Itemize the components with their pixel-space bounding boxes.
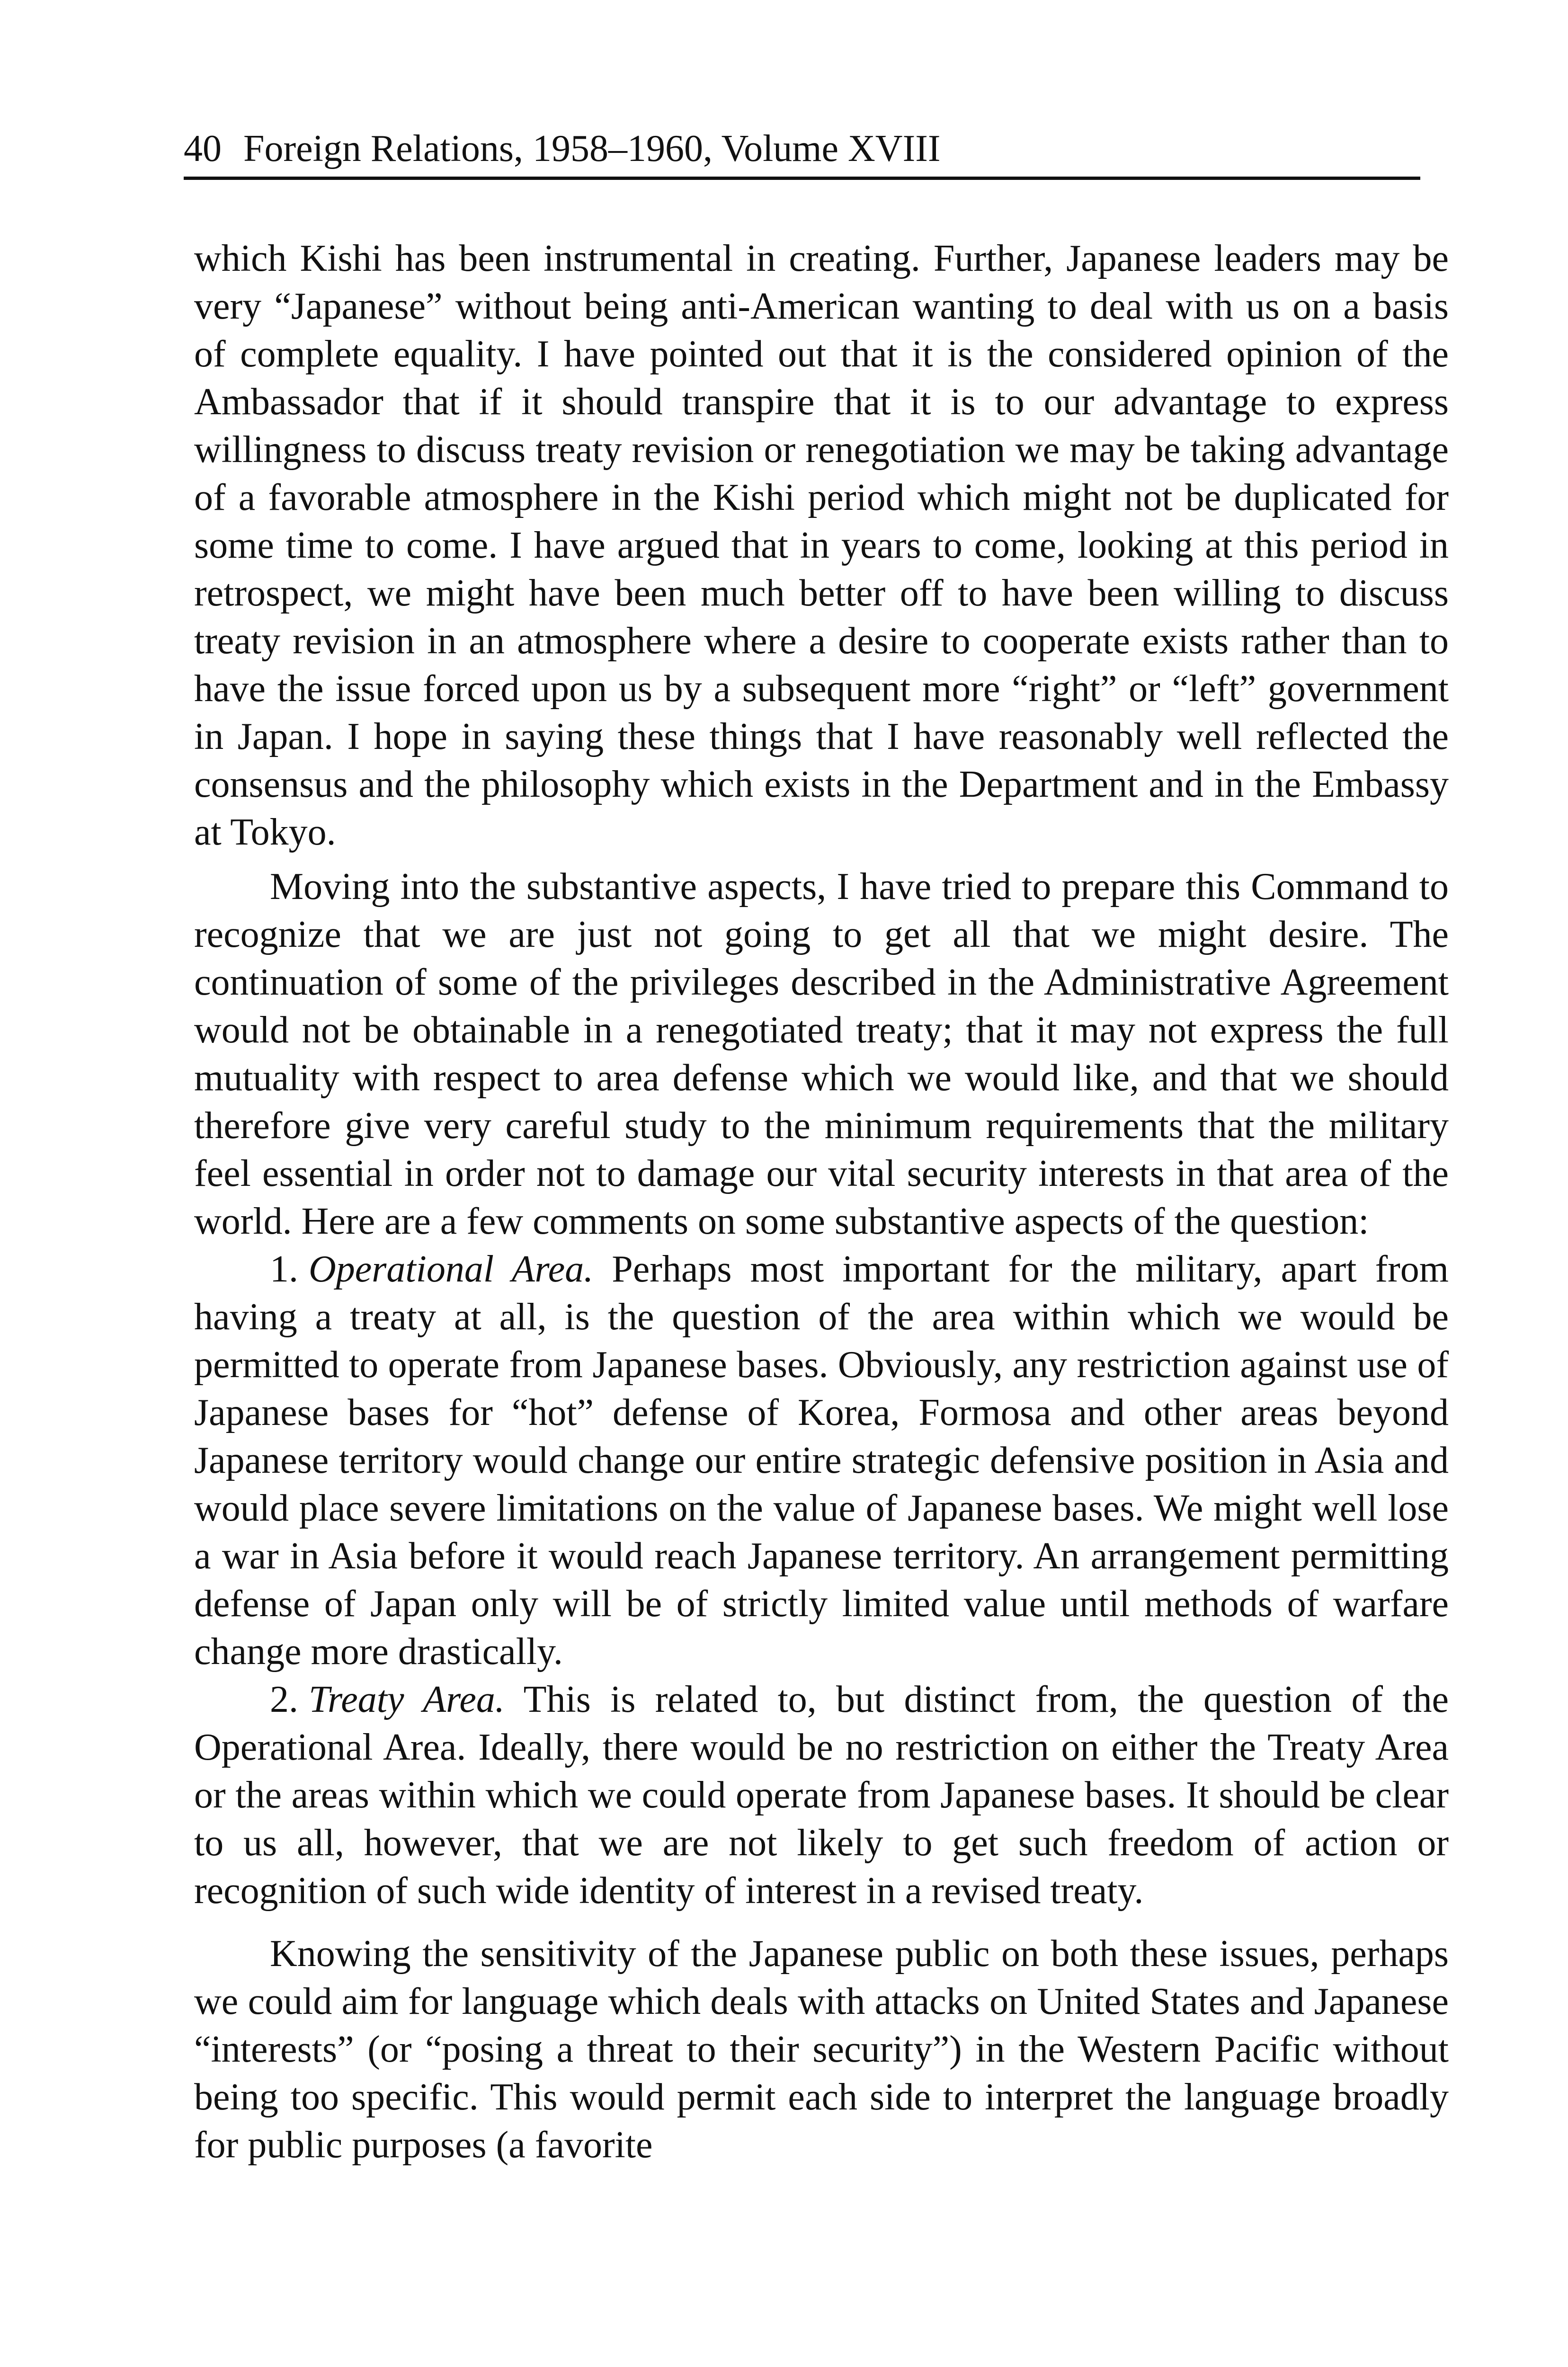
item-heading: Treaty Area. — [309, 1679, 505, 1720]
item-text: This is related to, but distinct from, the question of the Operational Area. Ideally, there would be no restriction on either the Treaty Area or the areas within which we could operate from Japanese bases. It should be clear to us all, however, that we are not likely to get such freedom of action or recognition of such wide identity of interest in a revised treaty. — [194, 1679, 1449, 1912]
page-number: 40 — [184, 128, 222, 169]
item-heading: Operational Area. — [309, 1248, 594, 1290]
item-text: Perhaps most important for the military, apart from having a treaty at all, is the question of the area within which we would be permitted to operate from Japanese bases. Obviously, any restriction against use of Japanese bases for “hot” defense of Korea, Formosa and other areas beyond Japanese territory would change our entire strategic defensive position in Asia and would place severe limitations on the value of Japanese bases. We might well lose a war in Asia before it would reach Japanese territory. An arrangement permitting defense of Japan only will be of strictly limited value until methods of warfare change more drastically. — [194, 1248, 1449, 1673]
paragraph-substantive-aspects: Moving into the substantive aspects, I have tried to prepare this Command to recognize that we are just not going to get all that we might desire. The continuation of some of the privileges described in the Administrative Agreement would not be obtainable in a renegotiated treaty; that it may not express the full mutuality with respect to area defense which we would like, and that we should therefore give very careful study to the minimum requirements that the military feel essential in order not to damage our vital security interests in that area of the world. Here are a few comments on some substantive aspects of the question: — [194, 866, 1449, 1242]
item-number: 1. — [270, 1248, 298, 1290]
paragraph-sensitivity: Knowing the sensitivity of the Japanese public on both these issues, perhaps we could aim for language which deals with attacks on United States and Japanese “interests” (or “posing a threat to their security”) in the Western Pacific without being too specific. This would permit each side to interpret the language broadly for public purposes (a favorite — [194, 1933, 1449, 2166]
list-item-treaty-area — [194, 1676, 1449, 1915]
running-title: Foreign Relations, 1958–1960, Volume XVIII — [243, 128, 941, 169]
list-item-operational-area — [194, 1246, 1449, 1676]
body-text — [194, 235, 1449, 2169]
paragraph-continuation: which Kishi has been instrumental in creating. Further, Japanese leaders may be very “Japanese” without being anti-American wanting to deal with us on a basis of complete equality. I have pointed out that it is the considered opinion of the Ambassador that if it should transpire that it is to our advantage to express willingness to discuss treaty revision or renegotiation we may be taking advantage of a favorable atmosphere in the Kishi period which might not be duplicated for some time to come. I have argued that in years to come, looking at this period in retrospect, we might have been much better off to have been willing to discuss treaty revision in an atmosphere where a desire to cooperate exists rather than to have the issue forced upon us by a subsequent more “right” or “left” government in Japan. I hope in saying these things that I have reasonably well reflected the consensus and the philosophy which exists in the Department and in the Embassy at Tokyo. — [194, 238, 1449, 853]
running-header — [184, 121, 1420, 180]
item-number: 2. — [270, 1679, 298, 1720]
